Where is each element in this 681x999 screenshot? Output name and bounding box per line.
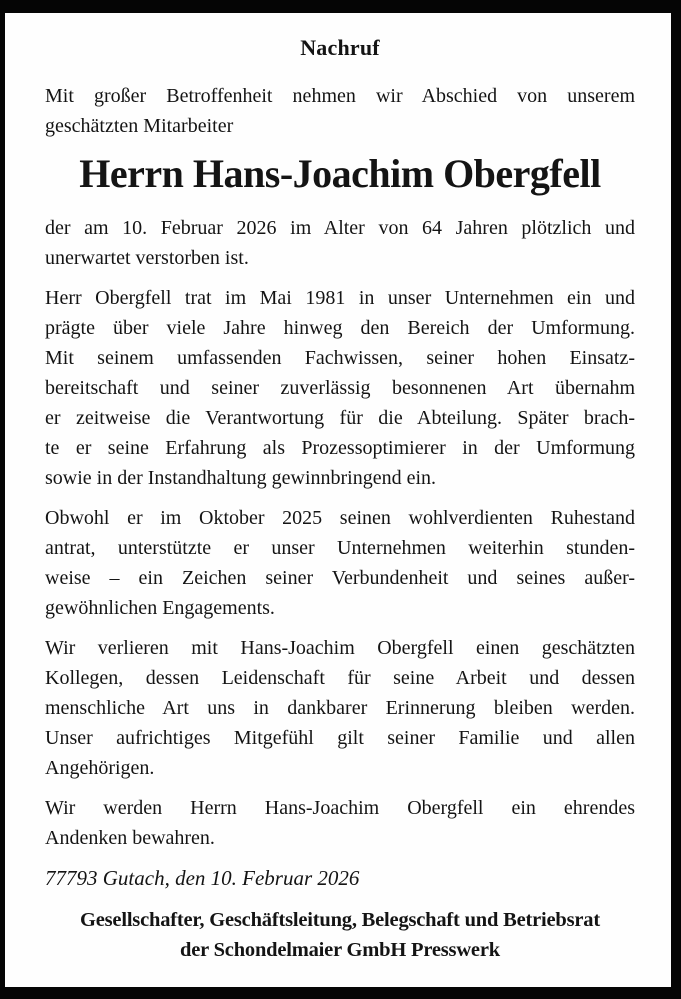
- text-line: gewöhnlichen Engagements.: [45, 597, 275, 619]
- text-line: Obwohl er im Oktober 2025 seinen wohlverdienten Ruhestand: [45, 507, 635, 529]
- text-line: menschliche Art uns in dankbarer Erinnerung bleiben werden.: [45, 697, 635, 719]
- text-line: weise – ein Zeichen seiner Verbundenheit und seines außer-: [45, 567, 635, 589]
- text-line: Mit seinem umfassenden Fachwissen, seiner hohen Einsatz-: [45, 347, 635, 369]
- text-line: antrat, unterstützte er unser Unternehmen weiterhin stunden-: [45, 537, 635, 559]
- death-details-paragraph: [45, 213, 635, 273]
- text-line: der am 10. Februar 2026 im Alter von 64 Jahren plötzlich und: [45, 217, 635, 239]
- text-line: bereitschaft und seiner zuverlässig besonnenen Art übernahm: [45, 377, 635, 399]
- text-line: unerwartet verstorben ist.: [45, 247, 249, 269]
- career-paragraph: [45, 283, 635, 493]
- place-date-line: 77793 Gutach, den 10. Februar 2026: [45, 866, 360, 890]
- deceased-name-heading: Herrn Hans-Joachim Obergfell: [79, 151, 601, 196]
- condolence-paragraph: [45, 633, 635, 783]
- text-line: Wir verlieren mit Hans-Joachim Obergfell einen geschätzten: [45, 637, 635, 659]
- text-line: geschätzten Mitarbeiter: [45, 115, 234, 137]
- text-line: Andenken bewahren.: [45, 827, 215, 849]
- text-line: er zeitweise die Verantwortung für die Abteilung. Später brach-: [45, 407, 635, 429]
- text-line: Unser aufrichtiges Mitgefühl gilt seiner Familie und allen: [45, 727, 635, 749]
- intro-paragraph: [45, 81, 635, 141]
- text-line: Angehörigen.: [45, 757, 155, 779]
- notice-title: Nachruf: [300, 35, 380, 60]
- text-line: Wir werden Herrn Hans-Joachim Obergfell ein ehrendes: [45, 797, 635, 819]
- signature-line: Gesellschafter, Geschäftsleitung, Belegschaft und Betriebsrat: [80, 909, 600, 931]
- text-line: te er seine Erfahrung als Prozessoptimierer in der Umformung: [45, 437, 635, 459]
- remembrance-paragraph: [45, 793, 635, 853]
- text-line: Kollegen, dessen Leidenschaft für seine Arbeit und dessen: [45, 667, 635, 689]
- text-line: prägte über viele Jahre hinweg den Bereich der Umformung.: [45, 317, 635, 339]
- signature-block: [45, 905, 635, 965]
- text-line: Mit großer Betroffenheit nehmen wir Abschied von unserem: [45, 85, 635, 107]
- text-line: Herr Obergfell trat im Mai 1981 in unser Unternehmen ein und: [45, 287, 635, 309]
- signature-line: der Schondelmaier GmbH Presswerk: [180, 939, 500, 961]
- text-line: sowie in der Instandhaltung gewinnbringend ein.: [45, 467, 437, 489]
- retirement-paragraph: [45, 503, 635, 623]
